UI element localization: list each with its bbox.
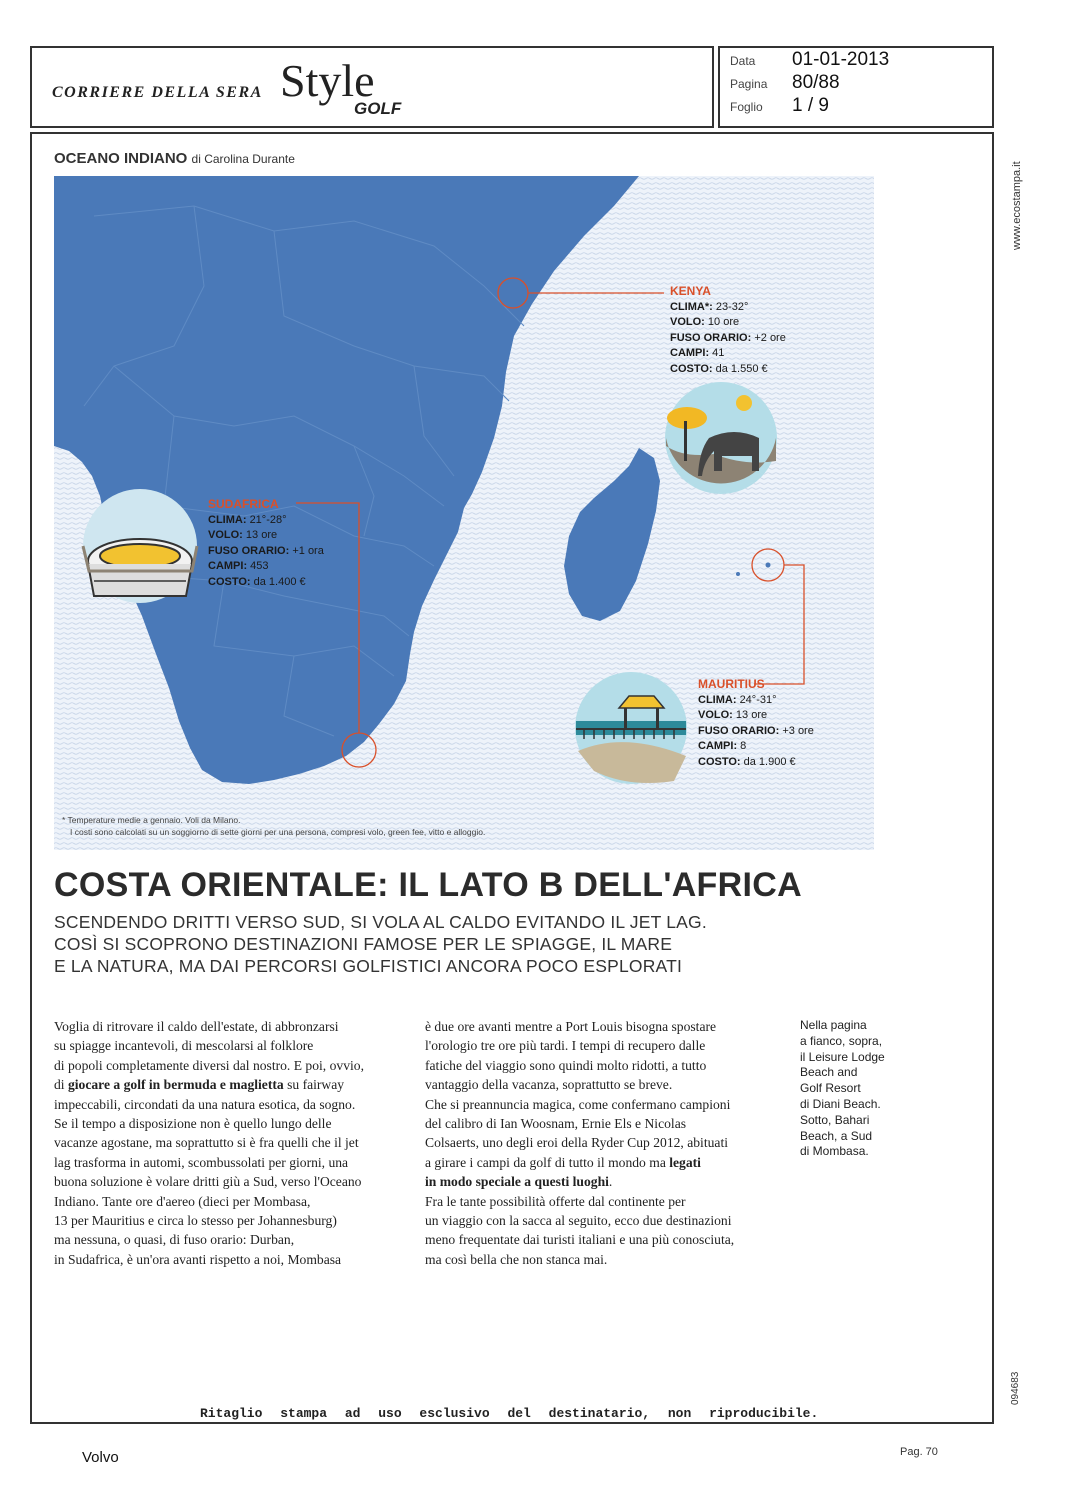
sudafrica-line: CLIMA: 21°-28° xyxy=(208,513,287,526)
meta-label-page: Pagina xyxy=(730,77,768,91)
kenya-line: COSTO: da 1.550 € xyxy=(670,362,768,375)
article-line: Che si preannuncia magica, come confermano campioni xyxy=(425,1096,731,1112)
mauritius-name: MAURITIUS xyxy=(698,677,765,691)
mauritius-illustration xyxy=(575,672,687,784)
caption-line: Sotto, Bahari xyxy=(800,1112,870,1127)
meta-label-date: Data xyxy=(730,54,756,68)
caption-line: il Leisure Lodge xyxy=(800,1049,885,1064)
article-line: meno frequentate dai turisti italiani e una più conosciuta, xyxy=(425,1232,735,1248)
article-subhead-line: SCENDENDO DRITTI VERSO SUD, SI VOLA AL CALDO EVITANDO IL JET LAG. xyxy=(54,912,707,932)
article-line: impeccabili, circondati da una natura esotica, da sogno. xyxy=(54,1096,356,1112)
caption-line: a fianco, sopra, xyxy=(800,1033,883,1048)
sudafrica-line: VOLO: 13 ore xyxy=(208,529,278,541)
sudafrica-line: FUSO ORARIO: +1 ora xyxy=(208,544,324,557)
article-subhead-line: E LA NATURA, MA DAI PERCORSI GOLFISTICI ANCORA POCO ESPLORATI xyxy=(54,956,683,976)
article-line: a girare i campi da golf di tutto il mondo ma legati xyxy=(425,1154,701,1170)
article-line: fatiche del viaggio sono quindi molto ridotti, a tutto xyxy=(425,1057,707,1073)
kenya-line: VOLO: 10 ore xyxy=(670,316,740,328)
kenya-line: FUSO ORARIO: +2 ore xyxy=(670,331,786,344)
sudafrica-line: COSTO: da 1.400 € xyxy=(208,575,306,588)
caption-line: Beach and xyxy=(800,1065,858,1080)
article-line: in Sudafrica, è un'ora avanti rispetto a noi, Mombasa xyxy=(54,1251,342,1267)
advertiser-name: Volvo xyxy=(82,1449,119,1466)
section-header xyxy=(54,150,295,167)
caption-line: di Diani Beach. xyxy=(800,1096,881,1111)
article-line: Se il tempo a disposizione non è quello lungo delle xyxy=(54,1116,332,1132)
caption-line: Nella pagina xyxy=(800,1018,867,1032)
mauritius-line: FUSO ORARIO: +3 ore xyxy=(698,724,814,737)
kenya-info xyxy=(670,284,786,377)
mauritius-line: CAMPI: 8 xyxy=(698,740,747,752)
mauritius-info xyxy=(698,677,814,770)
article-line: su spiagge incantevoli, di mescolarsi al folklore xyxy=(54,1038,314,1054)
article-line: 13 per Mauritius e circa lo stesso per Johannesburg) xyxy=(54,1213,337,1229)
page-number: Pag. 70 xyxy=(900,1446,938,1458)
mauritius-island xyxy=(766,563,771,568)
kenya-line: CLIMA*: 23-32° xyxy=(670,300,749,313)
mauritius-line: CLIMA: 24°-31° xyxy=(698,693,777,706)
article-line: ma così bella che non stanca mai. xyxy=(425,1251,608,1267)
footnote-line: I costi sono calcolati su un soggiorno di sette giorni per una persona, compresi volo, green fee, vitto e alloggio. xyxy=(70,827,486,837)
magazine-logo-sub: GOLF xyxy=(354,99,402,118)
clipping-code: 094683 xyxy=(1010,1371,1021,1405)
article-line: vacanze agostane, ma soprattutto si è fra quelli che il jet xyxy=(54,1135,359,1151)
meta-label-sheet: Foglio xyxy=(730,100,763,114)
article-line: del calibro di Ian Woosnam, Ernie Els e Nicolas xyxy=(425,1116,687,1132)
kenya-name: KENYA xyxy=(670,284,711,298)
article-line: in modo speciale a questi luoghi. xyxy=(425,1174,613,1190)
section-byline: di Carolina Durante xyxy=(191,152,295,166)
article-subhead-line: COSÌ SI SCOPRONO DESTINAZIONI FAMOSE PER LE SPIAGGE, IL MARE xyxy=(54,934,673,954)
article-line: Fra le tante possibilità offerte dal continente per xyxy=(425,1193,686,1209)
article-line: vantaggio della vacanza, soprattutto se breve. xyxy=(425,1077,673,1093)
article-line: è due ore avanti mentre a Port Louis bisogna spostare xyxy=(425,1019,717,1034)
article-line: Colsaerts, uno degli eroi della Ryder Cup 2012, abituati xyxy=(425,1135,728,1151)
mauritius-line: COSTO: da 1.900 € xyxy=(698,755,796,768)
article-line: buona soluzione è volare dritti giù a Sud, verso l'Oceano xyxy=(54,1174,362,1190)
meta-value-sheet: 1 / 9 xyxy=(792,95,829,116)
article-line: di giocare a golf in bermuda e maglietta su fairway xyxy=(54,1077,345,1093)
article-line: ma nessuna, o quasi, di fuso orario: Durban, xyxy=(54,1232,295,1248)
sudafrica-name: SUDAFRICA xyxy=(208,497,279,511)
caption-line: Golf Resort xyxy=(800,1081,861,1096)
caption-line: di Mombasa. xyxy=(800,1144,869,1159)
meta-value-page: 80/88 xyxy=(792,72,840,93)
copyright-notice: Ritaglio stampa ad uso esclusivo del destinatario, non riproducibile. xyxy=(200,1406,819,1421)
kenya-illustration xyxy=(665,382,777,494)
website-credit: www.ecostampa.it xyxy=(1011,161,1023,250)
article-column-2 xyxy=(425,1017,785,1269)
mauritius-line: VOLO: 13 ore xyxy=(698,709,768,721)
article-line: Indiano. Tante ore d'aereo (dieci per Mombasa, xyxy=(54,1193,311,1209)
comoros-island xyxy=(639,495,642,498)
article-line: un viaggio con la sacca al seguito, ecco due destinazioni xyxy=(425,1213,732,1229)
photo-caption xyxy=(800,1018,885,1160)
sudafrica-info xyxy=(208,497,324,590)
caption-line: Beach, a Sud xyxy=(800,1128,873,1143)
meta-value-date: 01-01-2013 xyxy=(792,49,890,70)
article-column-1 xyxy=(54,1017,404,1269)
kenya-line: CAMPI: 41 xyxy=(670,347,725,359)
reunion-island xyxy=(736,572,740,576)
article-line: Voglia di ritrovare il caldo dell'estate, di abbronzarsi xyxy=(54,1019,339,1034)
sudafrica-illustration xyxy=(83,489,197,603)
footnote-line: * Temperature medie a gennaio. Voli da Milano. xyxy=(62,815,241,825)
map-footnote xyxy=(62,814,485,838)
section-title: OCEANO INDIANO xyxy=(54,150,188,167)
article-line: di popoli completamente diversi dal nostro. E poi, ovvio, xyxy=(54,1057,364,1073)
publication-name: CORRIERE DELLA SERA xyxy=(52,84,263,101)
magazine-logo: Style xyxy=(280,55,375,106)
article-line: lag trasforma in automi, scombussolati per giorni, una xyxy=(54,1154,349,1170)
sudafrica-line: CAMPI: 453 xyxy=(208,560,269,572)
article-line: l'orologio tre ore più tardi. I tempi di recupero dalle xyxy=(425,1038,706,1054)
article-headline: COSTA ORIENTALE: IL LATO B DELL'AFRICA xyxy=(54,866,802,904)
